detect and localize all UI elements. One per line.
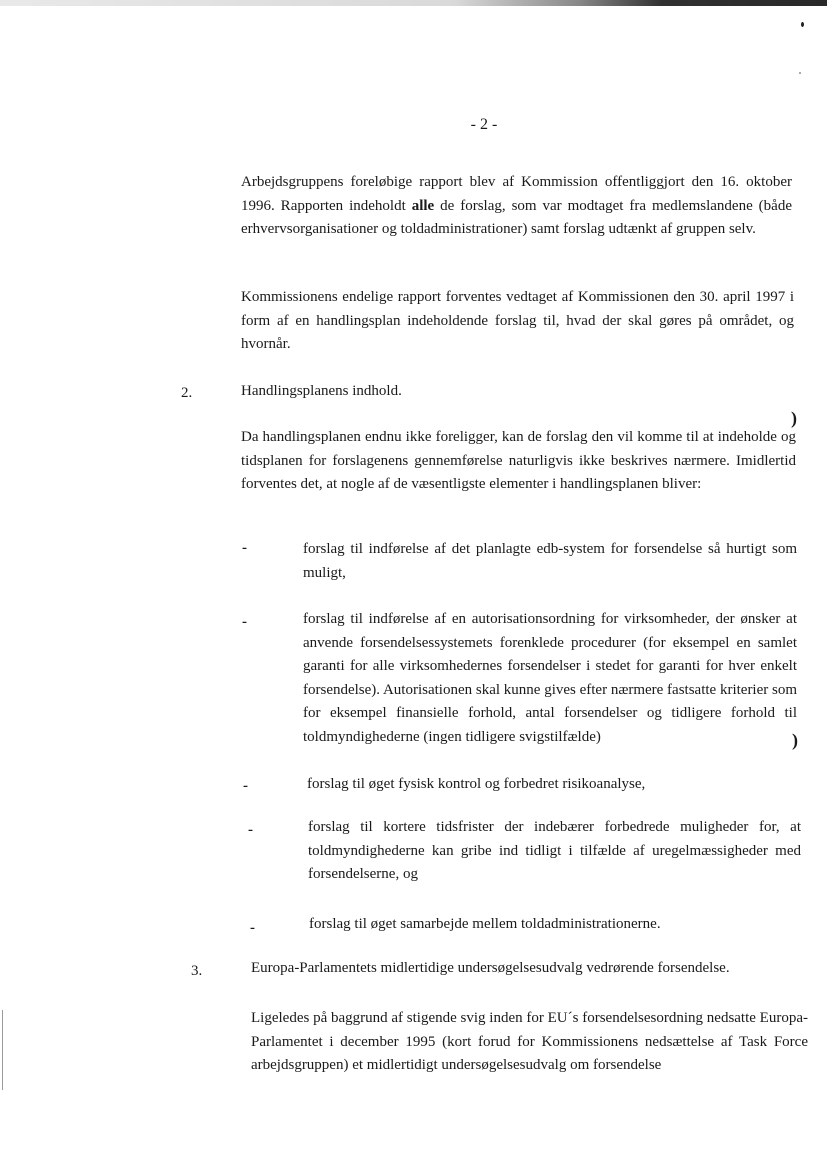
paragraph-1 — [241, 171, 792, 242]
bullet-marker: - — [248, 822, 253, 838]
bullet-item: forslag til indførelse af det planlagte edb-system for forsendelse så hurtigt som muligt, — [303, 541, 797, 581]
page-number: - 2 - — [470, 116, 498, 133]
scan-mark: ) — [791, 408, 797, 428]
paragraph-2: Kommissionens endelige rapport forventes vedtaget af Kommissionen den 30. april 1997 i form af en handlingsplan indeholdende forslag til, hvad der skal gøres på området, og hvornår. — [241, 289, 794, 352]
section-number: 2. — [181, 385, 193, 401]
bullet-marker: - — [242, 540, 247, 556]
paragraph-1-text: Arbejdsgruppens foreløbige rapport blev af Kommission offentliggjort den 16. oktober 1996. Rapporten indeholdt — [241, 174, 792, 214]
scan-mark: ) — [792, 730, 798, 750]
scan-speck — [801, 22, 804, 27]
bullet-marker: - — [243, 778, 248, 794]
paragraph-1-emphasis: alle — [411, 197, 435, 214]
bullet-marker: - — [242, 614, 247, 630]
scan-speck — [799, 72, 801, 74]
scan-edge-line — [2, 1010, 3, 1090]
bullet-item: forslag til øget samarbejde mellem toldadministrationerne. — [309, 916, 661, 932]
section-heading: Handlingsplanens indhold. — [241, 383, 402, 399]
paragraph-3: Da handlingsplanen endnu ikke foreligger, kan de forslag den vil komme til at indeholde og tidsplanen for forslagenens gennemførelse naturligvis ikke beskrives nærmere. Imidlertid forventes det, at nogle af de væsentligste elementer i handlingsplanen bliver: — [241, 429, 796, 492]
bullet-item: forslag til kortere tidsfrister der indebærer forbedrede muligheder for, at toldmyndighederne kan gribe ind tidligt i tilfælde af uregelmæssigheder med forsendelserne, og — [308, 819, 801, 882]
bullet-item: forslag til øget fysisk kontrol og forbedret risikoanalyse, — [307, 776, 646, 792]
scan-top-border — [0, 0, 827, 6]
paragraph-4: Ligeledes på baggrund af stigende svig inden for EU´s forsendelsesordning nedsatte Europa-Parlamentet i december 1995 (kort forud for Kommissionens nedsættelse af Task Force arbejdsgruppen) et midlertidigt undersøgelsesudvalg om forsendelse — [251, 1010, 808, 1073]
section-number: 3. — [191, 963, 203, 979]
bullet-item: forslag til indførelse af en autorisationsordning for virksomheder, der ønsker at anvende forsendelsessystemets forenklede procedurer (for eksempel en samlet garanti for alle virksomhedernes forsendelser i stedet for garanti for hver enkelt forsendelse). Autorisationen skal kunne gives efter nærmere fastsatte kriterier som for eksempel finansielle forhold, antal forsendelser og tidligere forhold til toldmyndighederne (ingen tidligere svigstilfælde) — [303, 611, 798, 745]
paragraph-1-rest: de forslag, som var modtaget fra medlemslandene (både erhvervsorganisationer og toldadministrationer) samt forslag udtænkt af gruppen selv. — [241, 197, 792, 237]
bullet-marker: - — [250, 920, 255, 936]
section-heading: Europa-Parlamentets midlertidige undersøgelsesudvalg vedrørende forsendelse. — [251, 960, 730, 976]
